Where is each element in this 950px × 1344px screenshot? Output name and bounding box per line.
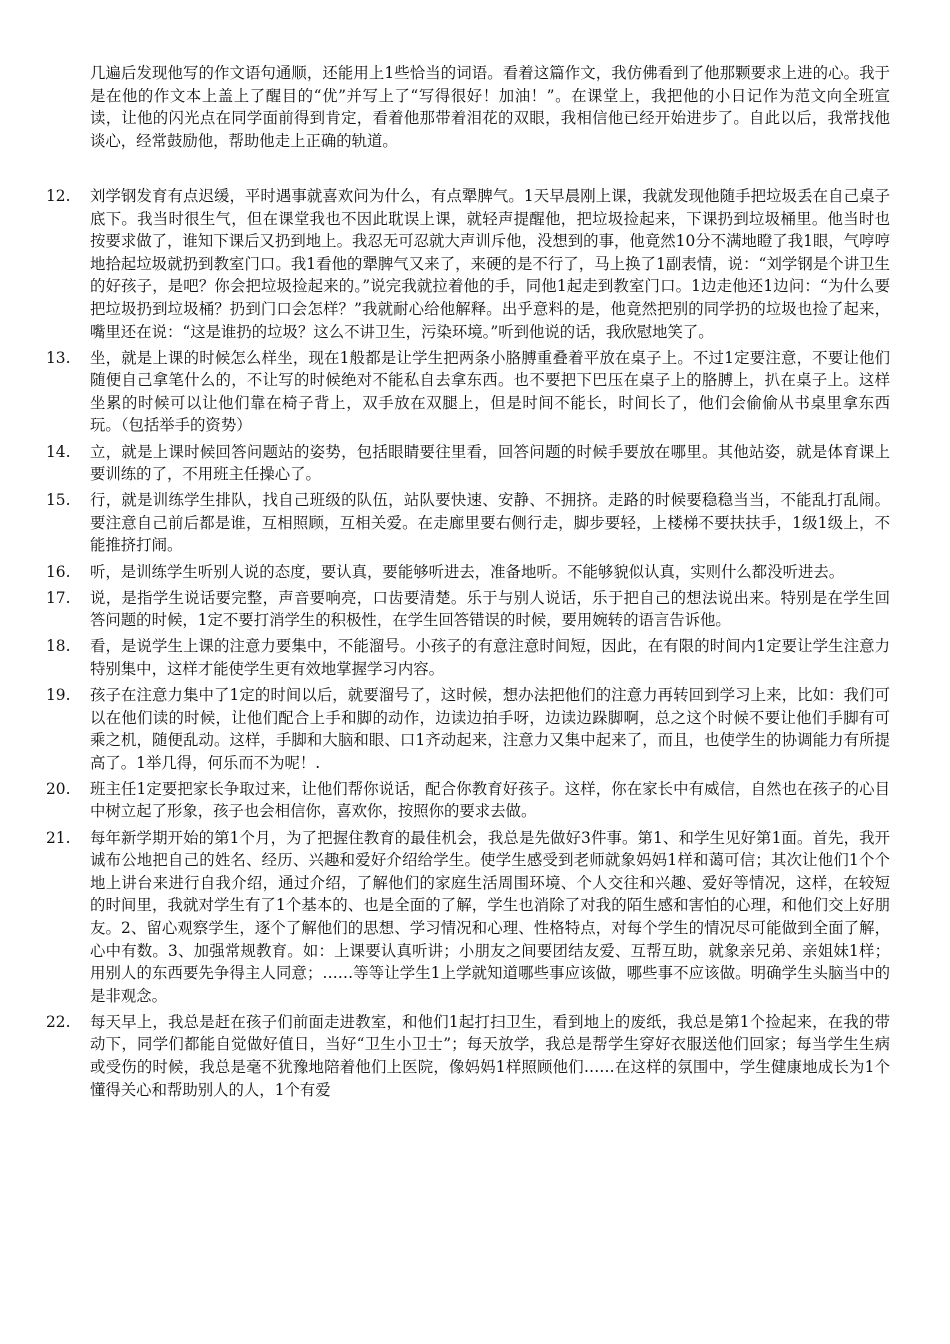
list-item	[46, 587, 890, 632]
list-item	[46, 561, 890, 584]
list-item	[46, 347, 890, 437]
item-number: 16.	[46, 562, 71, 581]
item-text: 听，是训练学生听别人说的态度，要认真，要能够听进去，准备地听。不能够貌似认真，实则什么都没听进去。	[90, 562, 845, 581]
item-number: 17.	[46, 588, 71, 607]
item-text: 刘学钢发育有点迟缓，平时遇事就喜欢问为什么，有点犟脾气。1天早晨刚上课，我就发现他随手把垃圾丢在自己桌子底下。我当时很生气，但在课堂我也不因此耽误上课，就轻声提醒他，把垃圾捡起来，下课扔到垃圾桶里。他当时也按要求做了，谁知下课后又扔到地上。我忍无可忍就大声训斥他，没想到的事，他竟然10分不满地瞪了我1眼，气哼哼地拾起垃圾就扔到教室门口。我1看他的犟脾气又来了，来硬的是不行了，马上换了1副表情，说：“刘学钢是个讲卫生的好孩子，是吧？你会把垃圾捡起来的。”说完我就拉着他的手，同他1起走到教室门口。1边走他还1边问：“为什么要把垃圾扔到垃圾桶？扔到门口会怎样？”我就耐心给他解释。出乎意料的是，他竟然把别的同学扔的垃圾也捡了起来，嘴里还在说：“这是谁扔的垃圾？这么不讲卫生，污染环境。”听到他说的话，我欣慰地笑了。	[90, 187, 890, 341]
item-text: 每年新学期开始的第1个月，为了把握住教育的最佳机会，我总是先做好3件事。第1、和学生见好第1面。首先，我开诚布公地把自己的姓名、经历、兴趣和爱好介绍给学生。使学生感受到老师就象妈妈1样和蔼可信；其次让他们1个个地上讲台来进行自我介绍，通过介绍，了解他们的家庭生活周围环境、个人交往和兴趣、爱好等情况，这样，在较短的时间里，我就对学生有了1个基本的、也是全面的了解，学生也消除了对我的陌生感和害怕的心理，和他们交上好朋友。2、留心观察学生，逐个了解他们的思想、学习情况和心理、性格特点，对每个学生的情况尽可能做到全面了解，心中有数。3、加强常规教育。如：上课要认真听讲；小朋友之间要团结友爱、互帮互助，就象亲兄弟、亲姐妹1样；用别人的东西要先争得主人同意；……等等让学生1上学就知道哪些事应该做，哪些事不应该做。明确学生头脑当中的是非观念。	[90, 828, 890, 1005]
item-text: 看，是说学生上课的注意力要集中，不能溜号。小孩子的有意注意时间短，因此，在有限的时间内1定要让学生注意力特别集中，这样才能使学生更有效地掌握学习内容。	[90, 637, 890, 678]
item-number: 19.	[46, 685, 71, 704]
item-text: 每天早上，我总是赶在孩子们前面走进教室，和他们1起打扫卫生，看到地上的废纸，我总是第1个捡起来，在我的带动下，同学们都能自觉做好值日，当好“卫生小卫士”；每天放学，我总是帮学生穿好衣服送他们回家；每当学生生病或受伤的时候，我总是毫不犹豫地陪着他们上医院，像妈妈1样照顾他们……在这样的氛围中，学生健康地成长为1个懂得关心和帮助别人的人，1个有爱	[90, 1012, 890, 1099]
intro-paragraph: 几遍后发现他写的作文语句通顺，还能用上1些恰当的词语。看着这篇作文，我仿佛看到了他那颗要求上进的心。我于是在他的作文本上盖上了醒目的“优”并写上了“写得很好！加油！”。在课堂上，我把他的小日记作为范文向全班宣读，让他的闪光点在同学面前得到肯定，看着他那带着泪花的双眼，我相信他已经开始进步了。自此以后，我常找他谈心，经常鼓励他，帮助他走上正确的轨道。	[90, 64, 890, 150]
item-text: 行，就是训练学生排队，找自己班级的队伍，站队要快速、安静、不拥挤。走路的时候要稳稳当当，不能乱打乱闹。要注意自己前后都是谁，互相照顾，互相关爱。在走廊里要右侧行走，脚步要轻，上楼梯不要扶扶手，1级1级上，不能推挤打闹。	[90, 491, 890, 555]
item-text: 坐，就是上课的时候怎么样坐，现在1般都是让学生把两条小胳膊重叠着平放在桌子上。不过1定要注意，不要让他们随便自己拿笔什么的，不让写的时候绝对不能私自去拿东西。也不要把下巴压在桌子上的胳膊上，扒在桌子上。这样坐累的时候可以让他们靠在椅子背上，双手放在双腿上，但是时间不能长，时间长了，他们会偷偷从书桌里拿东西玩。（包括举手的资势）	[90, 348, 890, 435]
item-number: 21.	[46, 828, 71, 847]
list-item	[46, 1011, 890, 1101]
item-text: 班主任1定要把家长争取过来，让他们帮你说话，配合你教育好孩子。这样，你在家长中有威信，自然也在孩子的心目中树立起了形象，孩子也会相信你，喜欢你，按照你的要求去做。	[90, 779, 890, 821]
item-text: 说，是指学生说话要完整，声音要响亮，口齿要清楚。乐于与别人说话，乐于把自己的想法说出来。特别是在学生回答问题的时候，1定不要打消学生的积极性，在学生回答错误的时候，要用婉转的语言告诉他。	[90, 588, 890, 630]
list-item	[46, 441, 890, 486]
list-item	[46, 778, 890, 823]
item-number: 14.	[46, 442, 71, 461]
list-item	[46, 684, 890, 774]
item-text: 孩子在注意力集中了1定的时间以后，就要溜号了，这时候，想办法把他们的注意力再转回到学习上来，比如：我们可以在他们读的时候，让他们配合上手和脚的动作，边读边拍手呀，边读边跺脚啊，总之这个时候不要让他们手脚有可乘之机，随便乱动。这样，手脚和大脑和眼、口1齐动起来，注意力又集中起来了，而且，也使学生的协调能力有所提高了。1举几得，何乐而不为呢！.	[90, 685, 890, 772]
numbered-list	[46, 185, 890, 1105]
item-number: 18.	[46, 637, 71, 656]
list-item	[46, 635, 890, 680]
list-item	[46, 185, 890, 343]
item-number: 12.	[46, 187, 71, 205]
item-number: 15.	[46, 491, 71, 510]
item-number: 13.	[46, 348, 71, 367]
item-number: 20.	[46, 779, 71, 798]
list-item	[46, 827, 890, 1008]
item-text: 立，就是上课时候回答问题站的姿势，包括眼睛要往里看，回答问题的时候手要放在哪里。其他站姿，就是体育课上要训练的了，不用班主任操心了。	[90, 442, 890, 484]
item-number: 22.	[46, 1012, 71, 1031]
list-item	[46, 489, 890, 557]
